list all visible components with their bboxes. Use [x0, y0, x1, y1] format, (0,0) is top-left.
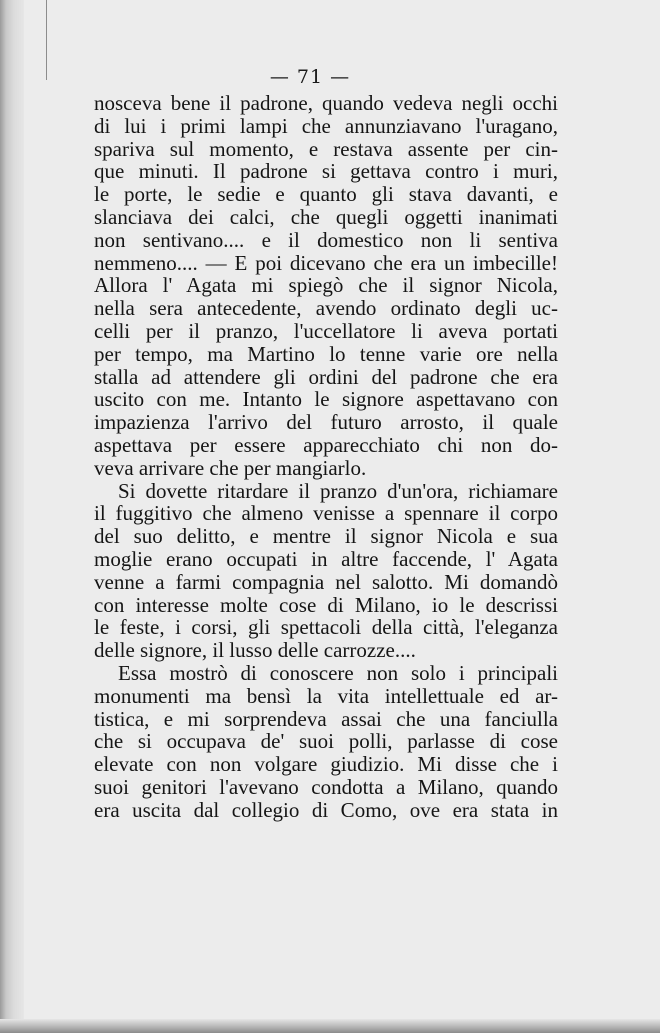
- text-line: le porte, le sedie e quanto gli stava davanti, e: [94, 182, 558, 207]
- text-line: veva arrivare che per mangiarlo.: [94, 455, 367, 480]
- text-line: Si dovette ritardare il pranzo d'un'ora, richiamare: [118, 478, 558, 503]
- text-line: con interesse molte cose di Milano, io le descrissi: [94, 592, 558, 617]
- text-line: che si occupava de' suoi polli, parlasse di cose: [94, 729, 558, 754]
- text-line: di lui i primi lampi che annunziavano l'uragano,: [94, 113, 558, 138]
- text-line: uscito con me. Intanto le signore aspettavano con: [94, 387, 558, 412]
- text-line: monumenti ma bensì la vita intellettuale ed ar-: [94, 683, 558, 708]
- text-line: Essa mostrò di conoscere non solo i principali: [118, 660, 558, 685]
- text-line: spariva sul momento, e restava assente per cin-: [94, 136, 558, 161]
- text-line: delle signore, il lusso delle carrozze....: [94, 638, 416, 663]
- text-line: nosceva bene il padrone, quando vedeva negli occhi: [94, 91, 558, 115]
- text-line: era uscita dal collegio di Como, ove era stata in: [94, 797, 558, 822]
- text-line: non sentivano.... e il domestico non li sentiva: [94, 227, 558, 252]
- text-line: slanciava dei calci, che quegli oggetti inanimati: [94, 204, 558, 229]
- page-fold-line: [46, 0, 47, 80]
- text-line: celli per il pranzo, l'uccellatore li aveva portati: [94, 318, 558, 343]
- text-line: aspettava per essere apparecchiato chi non do-: [94, 432, 558, 457]
- body-text: [94, 92, 558, 822]
- text-line: nemmeno.... — E poi dicevano che era un imbecille!: [94, 250, 558, 275]
- text-line: per tempo, ma Martino lo tenne varie ore nella: [94, 341, 558, 366]
- text-line: nella sera antecedente, avendo ordinato degli uc-: [94, 296, 558, 321]
- text-line: suoi genitori l'avevano condotta a Milano, quando: [94, 774, 558, 799]
- page-bottom-edge: [0, 1019, 660, 1033]
- text-line: tistica, e mi sorprendeva assai che una fanciulla: [94, 706, 558, 731]
- text-line: moglie erano occupati in altre faccende, l' Agata: [94, 546, 558, 571]
- text-line: venne a farmi compagnia nel salotto. Mi domandò: [94, 569, 558, 594]
- text-line: stalla ad attendere gli ordini del padrone che era: [94, 364, 558, 389]
- text-line: impazienza l'arrivo del futuro arrosto, il quale: [94, 410, 558, 435]
- text-line: le feste, i corsi, gli spettacoli della città, l'eleganza: [94, 615, 558, 640]
- text-line: Allora l' Agata mi spiegò che il signor Nicola,: [94, 273, 558, 298]
- text-line: que minuti. Il padrone si gettava contro i muri,: [94, 159, 558, 184]
- page-number: — 71 —: [269, 66, 351, 88]
- text-line: del suo delitto, e mentre il signor Nicola e sua: [94, 524, 558, 549]
- page-binding-edge: [0, 0, 24, 1033]
- text-line: il fuggitivo che almeno venisse a spennare il corpo: [94, 501, 558, 526]
- text-line: elevate con non volgare giudizio. Mi disse che i: [94, 752, 558, 777]
